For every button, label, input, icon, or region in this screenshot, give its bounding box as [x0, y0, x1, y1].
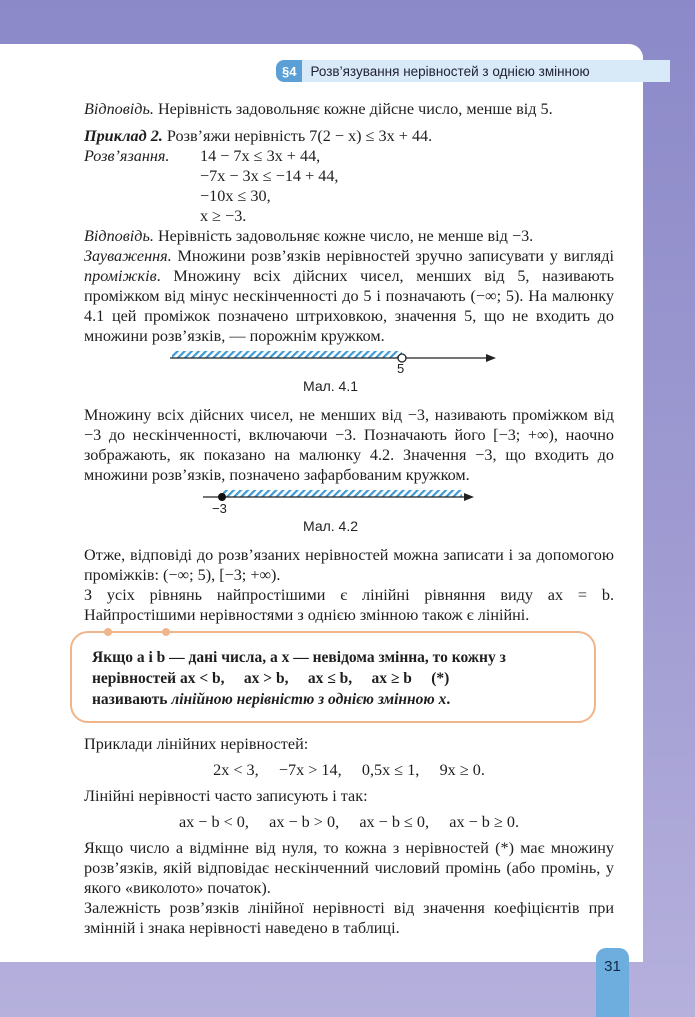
definition-line: Якщо a і b — дані числа, а x — невідома змінна, то кожну з [92, 649, 506, 666]
solution-line: −10x ≤ 30, [200, 187, 271, 205]
definition-line: нерівностей ax < b, ax > b, ax ≤ b, ax ≥ b (*) [92, 670, 450, 687]
alt-form-formulas: ax − b < 0, ax − b > 0, ax − b ≤ 0, ax − b ≥ 0. [178, 813, 520, 831]
solution-line: 14 − 7x ≤ 3x + 44, [200, 147, 321, 165]
example-text: Розв’яжи нерівність 7(2 − x) ≤ 3x + 44. [162, 127, 433, 145]
solution-line: −7x − 3x ≤ −14 + 44, [200, 167, 339, 185]
paragraph-conclusion [84, 838, 614, 938]
arrow-icon [464, 493, 474, 501]
solution-lines [200, 146, 338, 226]
page-number: 31 [596, 948, 629, 1017]
answer-label: Відповідь. [84, 227, 154, 245]
solution [84, 146, 614, 226]
paragraph-text: Залежність розв’язків лінійної нерівності від значення коефіцієнтів при змінній і знака нерівності наведено в таблиці. [84, 899, 614, 937]
box-dot [104, 628, 112, 636]
number-line-figure-4-1 [160, 346, 510, 378]
section-number: §4 [276, 60, 302, 82]
arrow-icon [486, 354, 496, 362]
paragraph-intervals [84, 405, 614, 485]
solution-line: x ≥ −3. [200, 207, 247, 225]
definition-text-part: називають [92, 691, 172, 708]
definition-line [92, 689, 582, 710]
remark-label: Зауваження. [84, 247, 172, 265]
answer-label: Відповідь. [84, 100, 154, 118]
definition-term: лінійною нерівністю з однією змінною x [171, 691, 447, 708]
answer-text: Нерівність задовольняє кожне число, не менше від −3. [153, 227, 534, 245]
section-header [276, 60, 670, 82]
tick-label-minus-3: −3 [212, 501, 227, 516]
definition-text [92, 647, 582, 710]
answer-1 [84, 99, 614, 119]
remark-term: проміжків [84, 267, 157, 285]
figure-caption-4-1: Мал. 4.1 [303, 378, 359, 394]
paragraph-text: З усіх рівнянь найпростішими є лінійні рівняння виду ax = b. Найпростішими нерівностями з однією змінною також є лінійні. [84, 586, 614, 624]
example-label: Приклад 2. [84, 127, 163, 145]
figure-caption-4-2: Мал. 4.2 [303, 518, 359, 534]
answer-text: Нерівність задовольняє кожне дійсне число, менше від 5. [153, 100, 553, 118]
solution-label: Розв’язання. [84, 147, 170, 165]
alt-form-intro: Лінійні нерівності часто записують і так: [84, 787, 368, 805]
paragraph-summary [84, 545, 614, 625]
definition-text-part: . [446, 691, 451, 708]
hatched-interval [222, 490, 462, 497]
box-dot [162, 628, 170, 636]
paragraph-text: Множину всіх дійсних чисел, не менших від −3, називають проміжком від −3 до нескінченності, включаючи −3. Позначають його [−3; +∞), наочно зображають, як показано на малюнку 4.2. Значення −3, що входить до множини розв’язків, позначено зафарбованим кружком. [84, 406, 614, 484]
paragraph-text: Отже, відповіді до розв’язаних нерівностей можна записати і за допомогою проміжків: (−∞; 5), [−3; +∞). [84, 546, 614, 584]
tick-label-5: 5 [397, 361, 405, 376]
examples-intro: Приклади лінійних нерівностей: [84, 735, 309, 753]
remark-text: . Множину всіх дійсних чисел, менших від 5, називають проміжком від мінус нескінченності до 5 і позначають (−∞; 5). На малюнку 4.1 цей проміжок позначено штриховкою, значення 5, що не входить до множини розв’язків, — порожнім кружком. [84, 267, 614, 345]
number-line-figure-4-2 [200, 487, 480, 509]
remark [84, 246, 614, 346]
paragraph-text: Якщо число a відмінне від нуля, то кожна з нерівностей (*) має множину розв’язків, якій відповідає нескінченний числовий промінь (або промінь, у якого «виколото» початок). [84, 839, 614, 897]
examples-formulas: 2x < 3, −7x > 14, 0,5x ≤ 1, 9x ≥ 0. [213, 761, 485, 779]
section-title: Розв’язування нерівностей з однією змінною [302, 60, 670, 82]
remark-text: Множини розв’язків нерівностей зручно записувати у вигляді [171, 247, 614, 265]
examples-section [84, 734, 614, 838]
example-2 [84, 126, 614, 246]
filled-point [218, 493, 226, 501]
definition-box [70, 631, 596, 723]
hatched-interval [172, 351, 402, 358]
